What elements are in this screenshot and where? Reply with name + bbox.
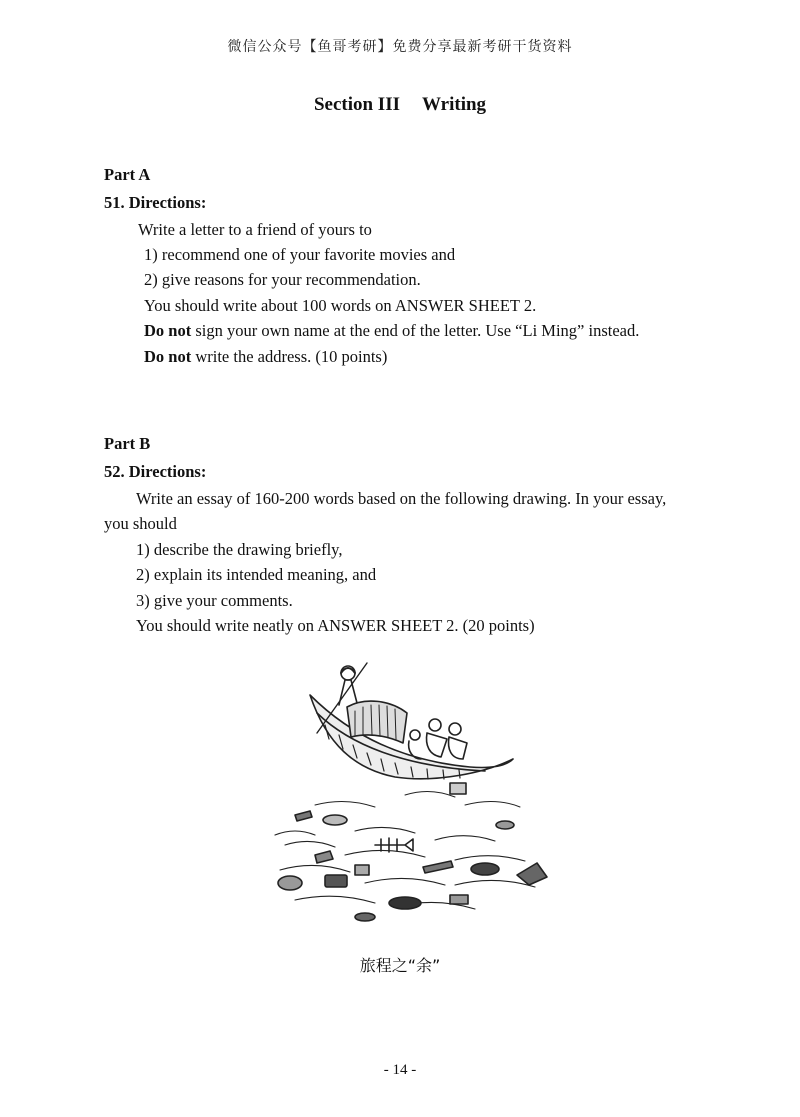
part-b-line-5: 3) give your comments. bbox=[136, 591, 293, 610]
do-not-emphasis: Do not bbox=[144, 347, 192, 366]
boat-drawing bbox=[255, 655, 575, 940]
part-a-line-3: 2) give reasons for your recommendation. bbox=[144, 270, 421, 289]
boat-canopy bbox=[347, 701, 407, 743]
part-a-line-5-text: sign your own name at the end of the letter. Use “Li Ming” instead. bbox=[191, 321, 640, 340]
part-a-line-2: 1) recommend one of your favorite movies and bbox=[144, 245, 456, 264]
part-a-line-6 bbox=[144, 347, 387, 367]
part-b-line-6: You should write neatly on ANSWER SHEET 2. (20 points) bbox=[136, 616, 535, 635]
drawing-caption: 旅程之“余” bbox=[359, 956, 441, 975]
do-not-emphasis: Do not bbox=[144, 321, 192, 340]
floating-bottle bbox=[423, 861, 453, 873]
page-header: 微信公众号【鱼哥考研】免费分享最新考研干货资料 bbox=[227, 39, 573, 55]
floating-bowl bbox=[278, 876, 302, 890]
part-b-heading: Part B bbox=[104, 434, 151, 453]
part-b-line-1: Write an essay of 160-200 words based on the following drawing. In your essay, bbox=[136, 489, 667, 508]
part-a-line-5 bbox=[144, 321, 639, 341]
part-a-line-4: You should write about 100 words on ANSWER SHEET 2. bbox=[144, 296, 537, 315]
part-a-directions: 51. Directions: bbox=[104, 193, 207, 212]
part-a-line-6-text: write the address. (10 points) bbox=[191, 347, 388, 366]
part-a-line-1: Write a letter to a friend of yours to bbox=[138, 220, 372, 239]
floating-box bbox=[450, 783, 466, 794]
section-number: Section III bbox=[313, 94, 400, 115]
part-b-line-3: 1) describe the drawing briefly, bbox=[136, 540, 343, 559]
part-b-line-4: 2) explain its intended meaning, and bbox=[136, 565, 377, 584]
section-name: Writing bbox=[422, 94, 487, 115]
part-b-directions: 52. Directions: bbox=[104, 462, 207, 481]
fish-bones bbox=[375, 838, 413, 852]
section-title bbox=[0, 94, 800, 116]
floating-bag bbox=[517, 863, 547, 885]
part-b-line-2: you should bbox=[104, 514, 177, 533]
page-number: - 14 - bbox=[383, 1062, 417, 1078]
part-a-heading: Part A bbox=[104, 165, 151, 184]
